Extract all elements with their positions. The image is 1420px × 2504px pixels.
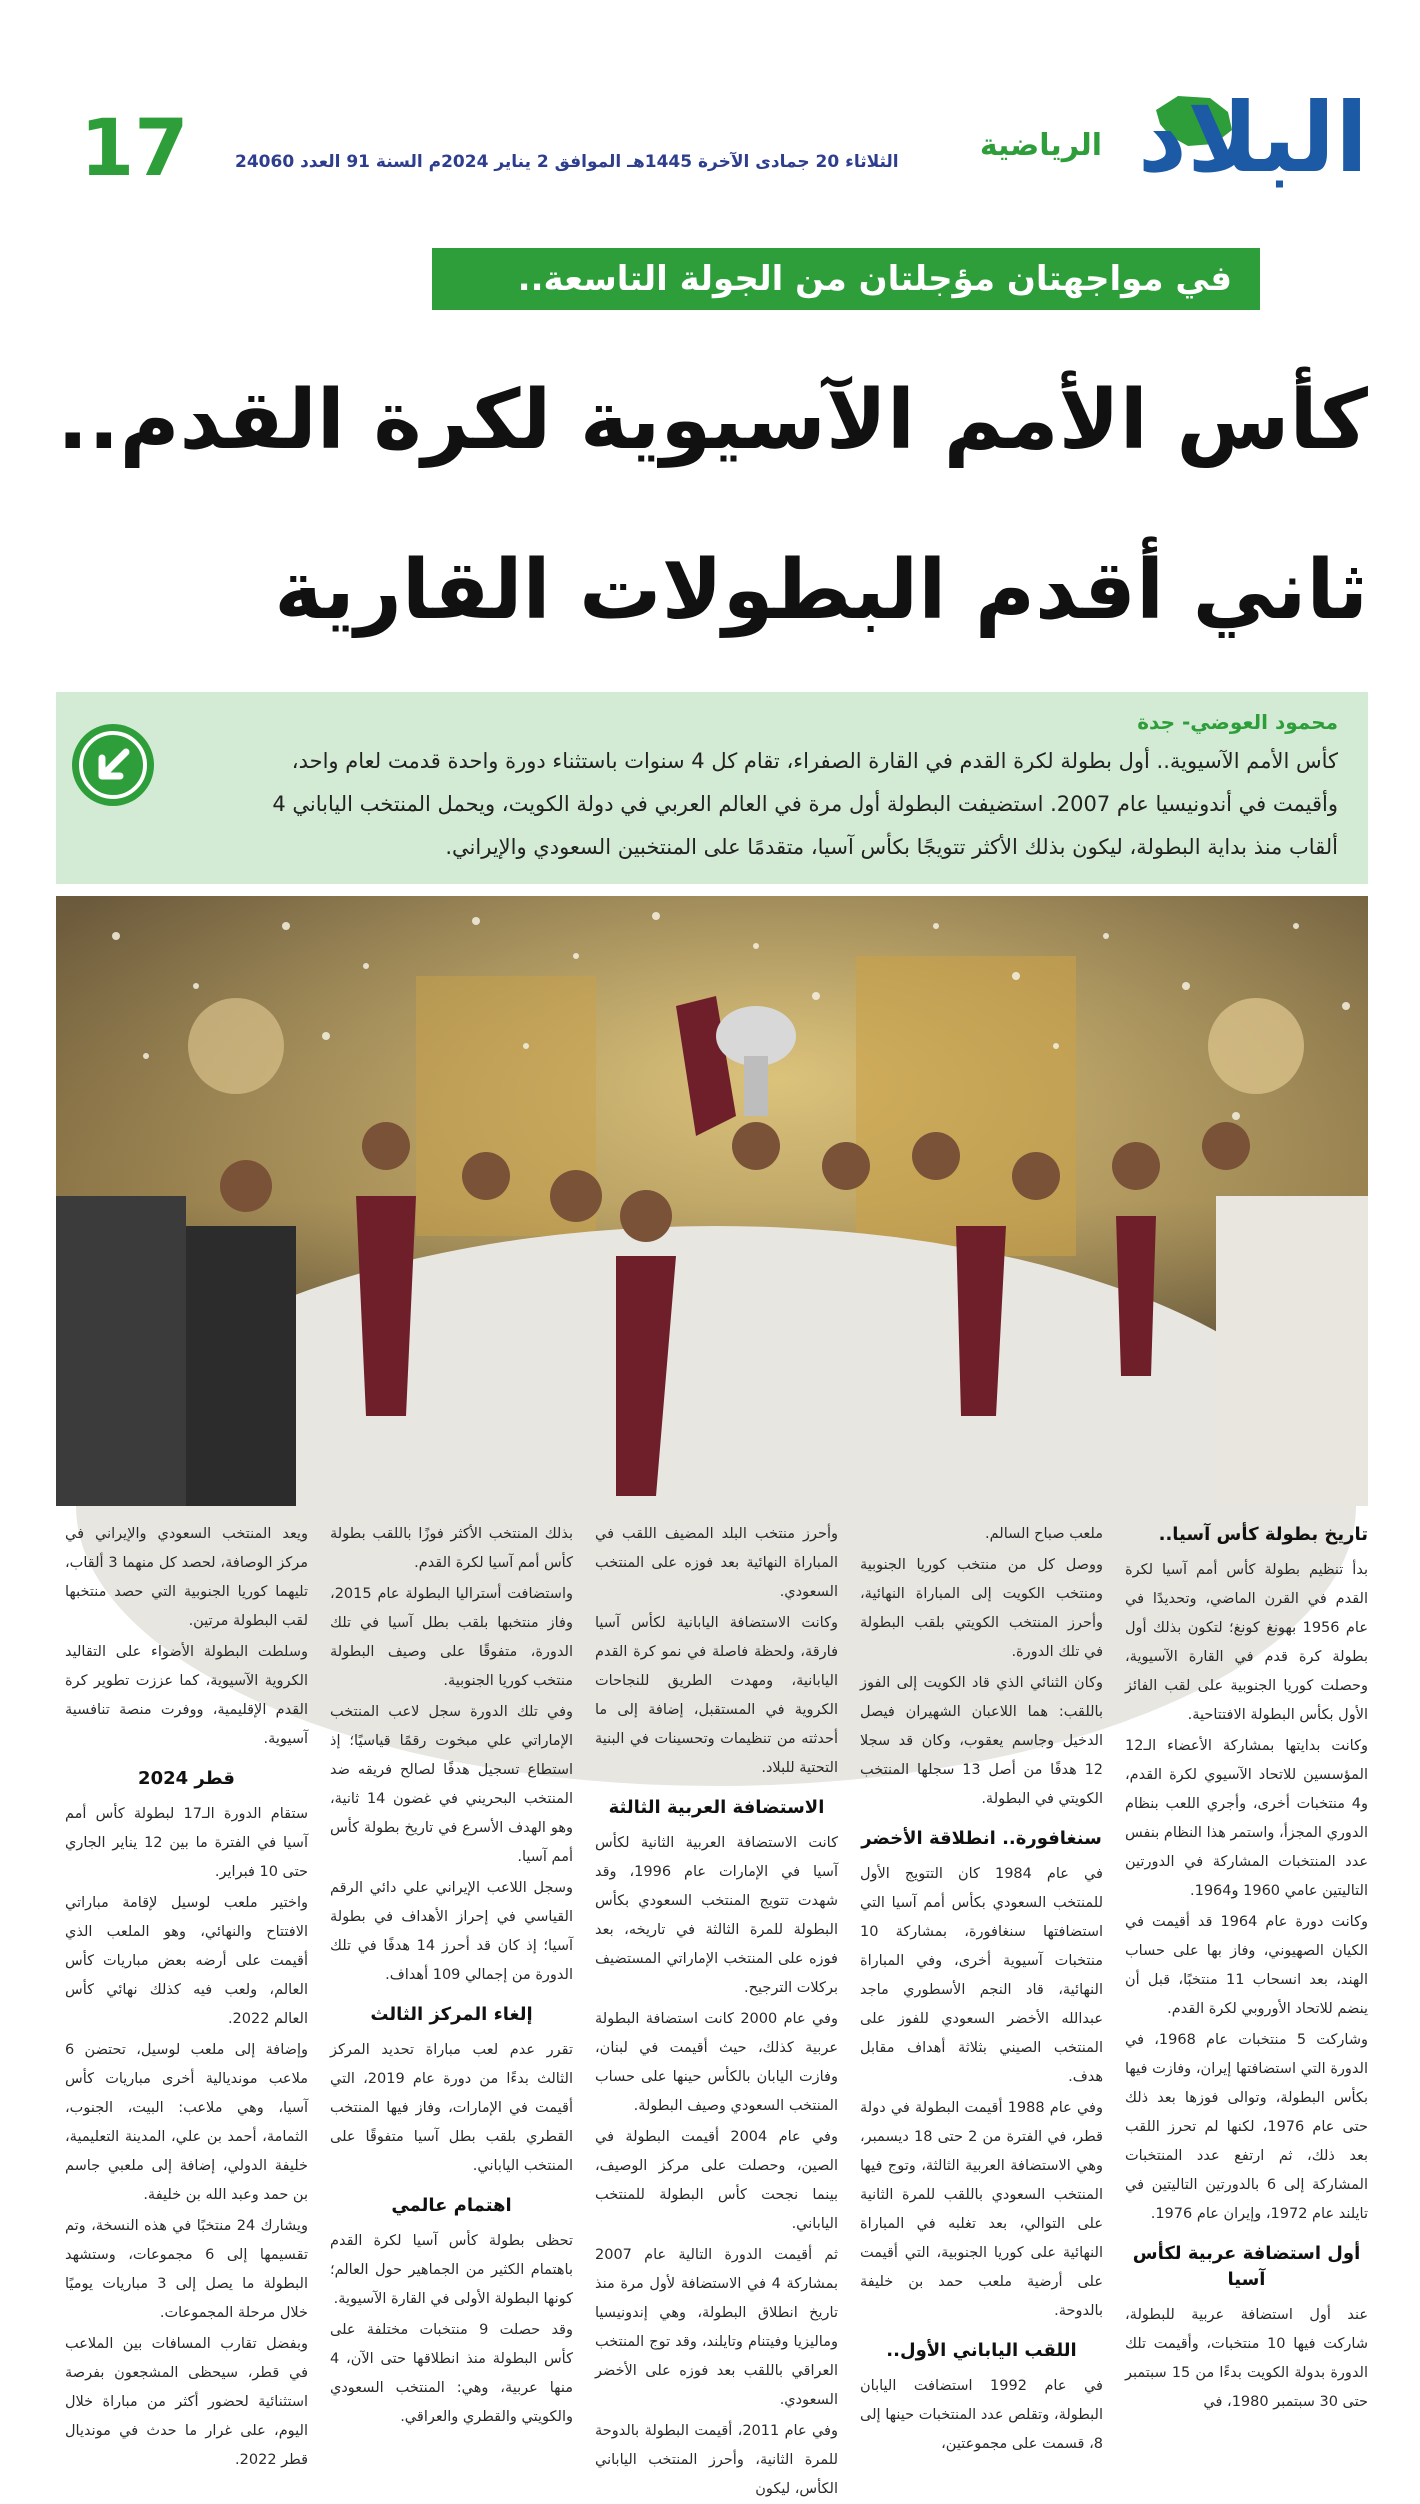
byline: محمود العوضي- جدة [1137, 710, 1338, 734]
paragraph: ويعد المنتخب السعودي والإيراني في مركز الوصافة، لحصد كل منهما 3 ألقاب، تليهما كوريا الجنوبية التي حصد منتخبها لقب البطولة مرتين. [65, 1526, 308, 1629]
paragraph: كانت الاستضافة العربية الثانية لكأس آسيا في الإمارات عام 1996، وقد شهدت تتويج المنتخب السعودي بكأس البطولة للمرة الثالثة في تاريخه، بعد فوزه على المنتخب الإماراتي المستضيف بركلات الترجيح. [595, 1835, 838, 1996]
paragraph: وبفضل تقارب المسافات بين الملاعب في قطر، سيحظى المشجعون بفرصة استثنائية لحضور أكثر من مباراة خلال اليوم، على غرار ما حدث في مونديال قطر 2022. [65, 2336, 308, 2468]
article-column-2 [860, 1520, 1104, 2452]
team-celebration-illustration [56, 896, 1368, 1506]
subheading: اهتمام عالمي [391, 2195, 512, 2216]
newspaper-logo[interactable] [1128, 78, 1368, 198]
subheading: الاستضافة العربية الثالثة [608, 1797, 825, 1818]
intro-text: كأس الأمم الآسيوية.. أول بطولة لكرة القدم في القارة الصفراء، تقام كل 4 سنوات باستثناء دورة واحدة قدمت لعام واحد، وأقيمت في أندونيسيا عام 2007. استضيفت البطولة أول مرة في العالم العربي في دولة الكويت، ويحمل المنتخب الياباني 4 ألقاب منذ بداية البطولة، ليكون بذلك الأكثر تتويجًا بكأس آسيا، متقدمًا على المنتخبين السعودي والإيراني. [272, 749, 1338, 859]
paragraph: بدأ تنظيم بطولة كأس أمم آسيا لكرة القدم في القرن الماضي، وتحديدًا في عام 1956 بهونغ كونغ؛ لتكون بذلك أول بطولة كرة قدم في القارة الآسيوية، وحصلت كوريا الجنوبية على لقب الفائز الأول بكأس البطولة الافتتاحية. [1125, 1562, 1368, 1723]
article-column-5 [65, 1520, 308, 2468]
paragraph: تقرر عدم لعب مباراة تحديد المركز الثالث بدءًا من دورة عام 2019، التي أقيمت في الإمارات، وفاز فيها المنتخب القطري بلقب بطل آسيا متفوقًا على المنتخب الياباني. [330, 2042, 573, 2174]
paragraph: واستضافت أستراليا البطولة عام 2015، وفاز منتخبها بلقب بطل آسيا في تلك الدورة، متفوقًا على وصيف البطولة منتخب كوريا الجنوبية. [330, 1586, 573, 1689]
paragraph: ويشارك 24 منتخبًا في هذه النسخة، وتم تقسيمها إلى 6 مجموعات، وستشهد البطولة ما يصل إلى 3 مباريات يوميًا خلال مرحلة المجموعات. [65, 2218, 308, 2321]
article-column-1 [1125, 1520, 1369, 2410]
paragraph: في عام 1984 كان التتويج الأول للمنتخب السعودي بكأس أمم آسيا التي استضافتها سنغافورة، بمشاركة 10 منتخبات آسيوية أخرى، وفي المباراة النهائية، قاد النجم الأسطوري ماجد عبدالله الأخضر السعودي للفوز على المنتخب الصيني بثلاثة أهداف مقابل هدف. [860, 1866, 1103, 2085]
page-number: 17 [80, 104, 189, 194]
paragraph: وكانت دورة عام 1964 قد أقيمت في الكيان الصهيوني، وفاز بها على حساب الهند، بعد انسحاب 11 منتخبًا، قبل أن ينضم للاتحاد الأوروبي لكرة القدم. [1125, 1914, 1368, 2017]
paragraph: وفي عام 2004 أقيمت البطولة في الصين، وحصلت على مركز الوصيف، بينما نجحت كأس البطولة للمنتخب الياباني. [595, 2129, 838, 2232]
paragraph: وشاركت 5 منتخبات عام 1968، في الدورة التي استضافتها إيران، وفازت فيها بكأس البطولة، وتوالى فوزها بعد ذلك حتى عام 1976، لكنها لم تحرز اللقب بعد ذلك، ثم ارتفع عدد المنتخبات المشاركة إلى 6 بالدورتين التاليتين في تايلند عام 1972، وإيران عام 1976. [1125, 2032, 1369, 2222]
paragraph: وسلطت البطولة الأضواء على التقاليد الكروية الآسيوية، كما عززت تطوير كرة القدم الإقليمية، ووفرت منصة تنافسية آسيوية. [65, 1644, 308, 1747]
paragraph: وفي عام 2000 كانت استضافة البطولة عربية كذلك، حيث أقيمت في لبنان، وفازت اليابان بالكأس حينها على حساب المنتخب السعودي وصيف البطولة. [595, 2011, 838, 2114]
article-columns [56, 1520, 1369, 2497]
subheading: تاريخ بطولة كأس آسيا.. [1158, 1524, 1368, 1545]
paragraph: تحظى بطولة كأس آسيا لكرة القدم باهتمام الكثير من الجماهير حول العالم؛ كونها البطولة الأولى في القارة الآسيوية. [330, 2233, 573, 2307]
paragraph: وفي عام 2011، أقيمت البطولة بالدوحة للمرة الثانية، وأحرز المنتخب الياباني الكأس، ليكون [595, 2423, 838, 2497]
subheading: أول استضافة عربية لكأس آسيا [1132, 2243, 1361, 2290]
subheading: إلغاء المركز الثالث [370, 2004, 533, 2025]
headline-line-2: ثاني أقدم البطولات القارية [274, 543, 1368, 638]
paragraph: ثم أقيمت الدورة التالية عام 2007 بمشاركة 4 في الاستضافة لأول مرة منذ تاريخ انطلاق البطولة، وهي إندونيسيا وماليزيا وفيتنام وتايلند، وقد توج المنتخب العراقي باللقب بعد فوزه على الأخضر السعودي. [595, 2247, 838, 2408]
paragraph: ستقام الدورة الـ17 لبطولة كأس أمم آسيا في الفترة ما بين 12 يناير الجاري حتى 10 فبراير. [65, 1806, 308, 1880]
arrow-down-left-icon [72, 724, 154, 806]
headline-line-1: كأس الأمم الآسيوية لكرة القدم.. [57, 373, 1368, 468]
paragraph: وأحرز منتخب البلد المضيف اللقب في المباراة النهائية بعد فوزه على المنتخب السعودي. [595, 1526, 838, 1600]
subheading: قطر 2024 [138, 1768, 235, 1789]
masthead [0, 0, 1420, 215]
paragraph: ووصل كل من منتخب كوريا الجنوبية ومنتخب الكويت إلى المباراة النهائية، وأحرز المنتخب الكويتي بلقب البطولة في تلك الدورة. [860, 1557, 1103, 1660]
paragraph: واختير ملعب لوسيل لإقامة مباراتي الافتتاح والنهائي، وهو الملعب الذي أقيمت على أرضه بعض مباريات كأس العالم، ولعب فيه كذلك نهائي كأس العالم 2022. [65, 1895, 308, 2027]
article-column-3 [595, 1520, 838, 2497]
headline [48, 336, 1368, 676]
subheading: اللقب الياباني الأول.. [886, 2340, 1077, 2361]
intro-box [56, 692, 1368, 884]
section-name: الرياضية [979, 128, 1102, 163]
paragraph: عند أول استضافة عربية للبطولة، شاركت فيها 10 منتخبات، وأقيمت تلك الدورة بدولة الكويت بدءًا من 15 سبتمبر حتى 30 سبتمبر 1980، في [1125, 2307, 1368, 2410]
paragraph: وسجل اللاعب الإيراني علي دائي الرقم القياسي في إحراز الأهداف في بطولة آسيا؛ إذ كان قد أحرز 14 هدفًا في تلك الدورة من إجمالي 109 أهداف. [330, 1880, 573, 1983]
paragraph: وكانت الاستضافة اليابانية لكأس آسيا فارقة، ولحظة فاصلة في نمو كرة القدم اليابانية، ومهدت الطريق للنجاحات الكروية في المستقبل، إضافة إلى ما أحدثته من تنظيمات وتحسينات في البنية التحتية للبلاد. [595, 1615, 838, 1776]
kicker-banner: في مواجهتان مؤجلتان من الجولة التاسعة.. [432, 248, 1260, 310]
article-column-4 [330, 1520, 573, 2425]
paragraph: في عام 1992 استضافت اليابان البطولة، وتقلص عدد المنتخبات حينها إلى 8، قسمت على مجموعتين، [860, 2378, 1103, 2452]
subheading: سنغافورة.. انطلاقة الأخضر [861, 1828, 1102, 1849]
celebration-photo [56, 896, 1368, 1506]
paragraph: وفي عام 1988 أقيمت البطولة في دولة قطر، في الفترة من 2 حتى 18 ديسمبر، وهي الاستضافة العربية الثالثة، وتوج فيها المنتخب السعودي باللقب للمرة الثانية على التوالي، بعد تغلبه في المباراة النهائية على كوريا الجنوبية، التي أقيمت على أرضية ملعب حمد بن خليفة بالدوحة. [860, 2100, 1103, 2319]
logo-wordmark: البلاد [1137, 82, 1368, 194]
paragraph: ملعب صباح السالم. [985, 1526, 1103, 1542]
paragraph: وكانت بدايتها بمشاركة الأعضاء الـ12 المؤسسين للاتحاد الآسيوي لكرة القدم، و4 منتخبات أخرى، وأجري اللعب بنظام الدوري المجزأ، واستمر هذا النظام بنفس عدد المنتخبات المشاركة في الدورتين التاليتين عامي 1960 و1964. [1125, 1738, 1368, 1899]
paragraph: وفي تلك الدورة سجل لاعب المنتخب الإماراتي علي مبخوت رقمًا قياسيًا؛ إذ استطاع تسجيل هدفًا لصالح فريقه ضد المنتخب البحريني في غضون 14 ثانية، وهو الهدف الأسرع في تاريخ بطولة كأس أمم آسيا. [330, 1704, 573, 1865]
dateline: الثلاثاء 20 جمادى الآخرة 1445هـ الموافق 2 يناير 2024م السنة 91 العدد 24060 [235, 152, 899, 172]
paragraph: وكان الثنائي الذي قاد الكويت إلى الفوز باللقب: هما اللاعبان الشهيران فيصل الدخيل وجاسم يعقوب، وكان قد سجلا 12 هدفًا من أصل 13 سجلها المنتخب الكويتي في البطولة. [860, 1675, 1104, 1807]
paragraph: وإضافة إلى ملعب لوسيل، تحتضن 6 ملاعب مونديالية أخرى مباريات كأس آسيا، وهي ملاعب: البيت، الجنوب، الثمامة، أحمد بن علي، المدينة التعليمية، خليفة الدولي، إضافة إلى ملعبي جاسم بن حمد وعبد الله بن خليفة. [65, 2042, 308, 2203]
paragraph: وقد حصلت 9 منتخبات مختلفة على كأس البطولة منذ انطلاقها حتى الآن، 4 منها عربية، وهي: المنتخب السعودي والكويتي والقطري والعراقي. [330, 2322, 573, 2425]
paragraph: بذلك المنتخب الأكثر فوزًا باللقب بطولة كأس أمم آسيا لكرة القدم. [330, 1526, 573, 1571]
